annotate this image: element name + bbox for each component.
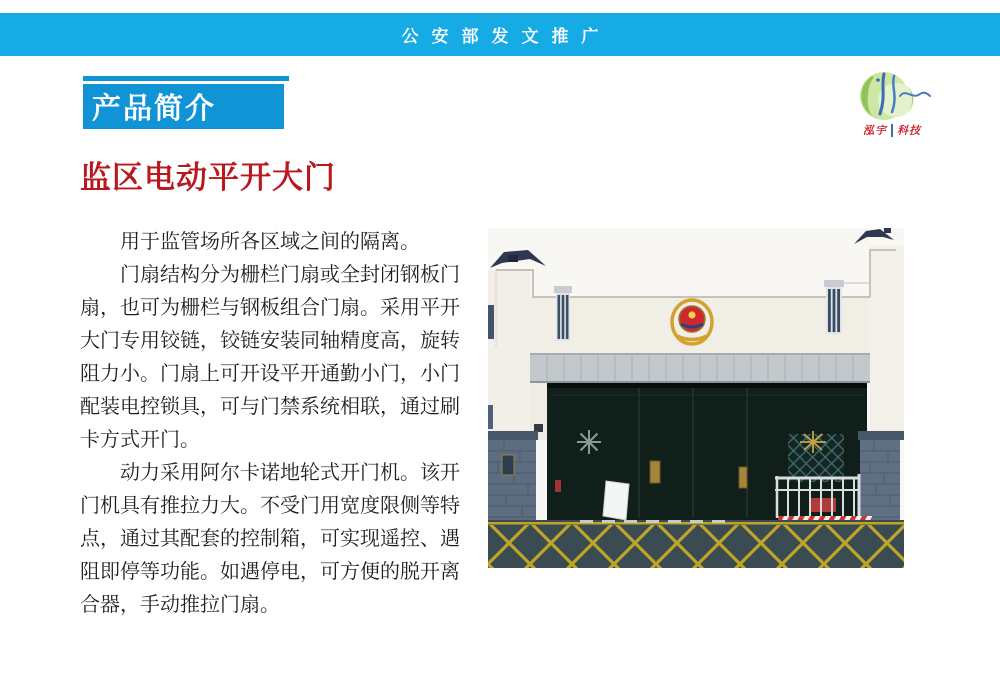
body-line: 阻即停等功能。如遇停电，可方便的脱开离 — [80, 561, 460, 583]
stone-pillar-left — [488, 431, 538, 528]
pavement — [488, 520, 904, 568]
body-line: 动力采用阿尔卡诺地轮式开门机。该开 — [80, 462, 460, 484]
stone-pillar-right — [858, 431, 904, 528]
lintel-band — [530, 353, 870, 383]
body-line: 合器，手动推拉门扇。 — [80, 594, 280, 616]
logo-name-right: 科技 — [897, 125, 921, 137]
body-line: 卡方式开门。 — [80, 429, 200, 451]
body-line: 点，通过其配套的控制箱，可实现遥控、遇 — [80, 528, 460, 550]
body-line: 门扇结构分为栅栏门扇或全封闭钢板门 — [80, 264, 460, 286]
logo-mark-icon — [844, 70, 940, 124]
section-heading: 监区电动平开大门 — [80, 160, 336, 195]
banner-text: 公安部发文推广 — [401, 27, 612, 46]
gate-star-ornament-left — [577, 430, 601, 454]
window-left — [554, 286, 572, 341]
logo-name-left: 泓宇 — [863, 125, 887, 137]
body-line: 门机具有推拉力大。不受门用宽度限侧等特 — [80, 495, 460, 517]
body-text — [80, 226, 480, 622]
window-right — [824, 280, 844, 334]
top-banner — [0, 13, 1000, 56]
gate-lattice-panel — [788, 431, 844, 482]
title-accent-bar — [83, 76, 289, 81]
body-line: 配装电控锁具，可与门禁系统相联，通过刷 — [80, 396, 460, 418]
company-logo — [843, 70, 941, 142]
page-title: 产品简介 — [92, 93, 217, 125]
body-line: 扇，也可为栅栏与钢板组合门扇。采用平开 — [80, 297, 460, 319]
body-line: 阻力小。门扇上可开设平开通勤小门，小门 — [80, 363, 460, 385]
page-title-box — [83, 84, 284, 129]
gate-photo-illustration — [488, 228, 904, 568]
logo-divider — [891, 124, 893, 137]
body-line: 大门专用铰链，铰链安装同轴精度高，旋转 — [80, 330, 460, 352]
logo-text — [863, 122, 921, 138]
gate-photo — [488, 228, 904, 568]
body-line: 用于监管场所各区域之间的隔离。 — [80, 231, 420, 253]
